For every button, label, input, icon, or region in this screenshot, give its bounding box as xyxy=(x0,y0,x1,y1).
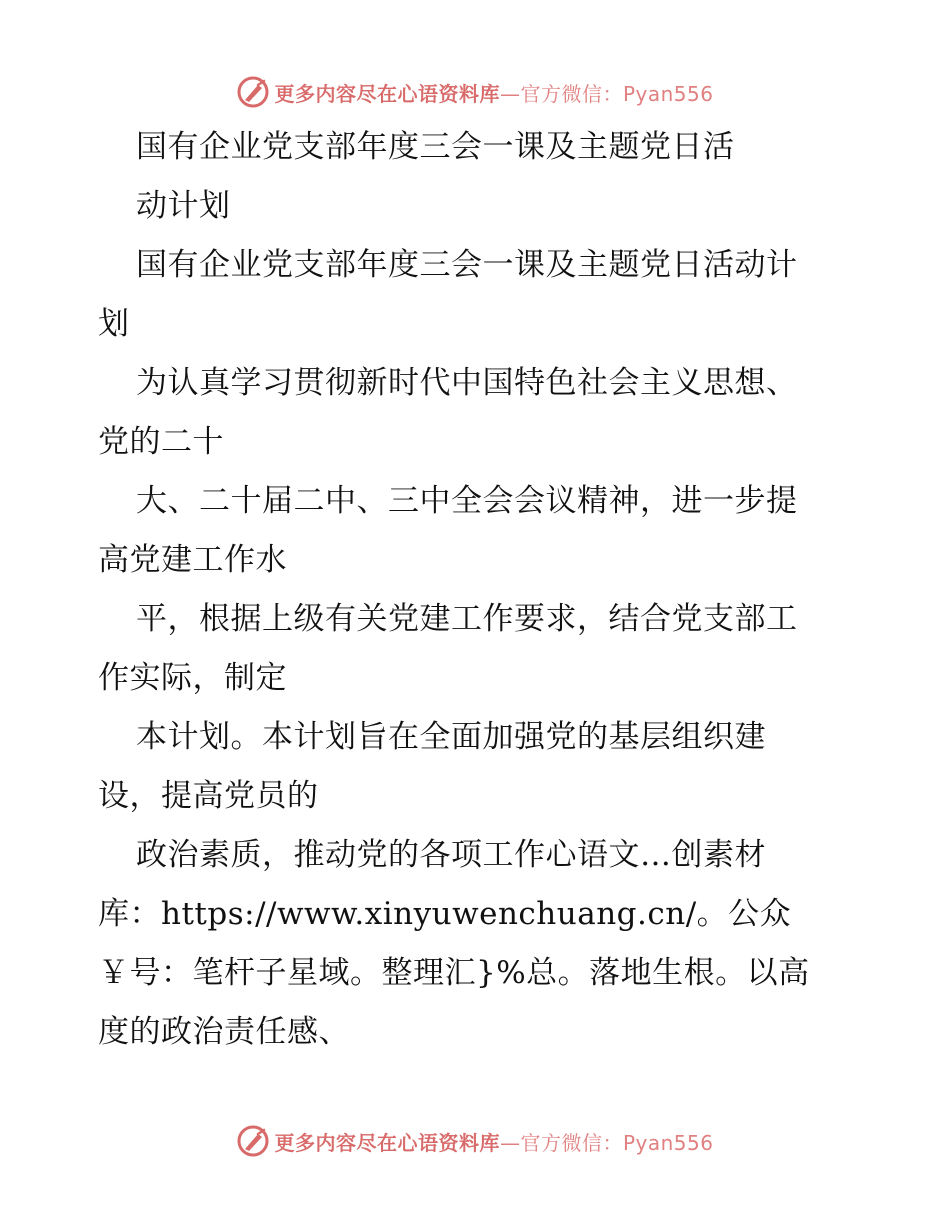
header-watermark xyxy=(0,72,950,112)
text-line: 高党建工作水 xyxy=(98,542,287,578)
quill-pen-logo-icon xyxy=(236,1124,270,1158)
watermark-text: 更多内容尽在心语资料库—官方微信：Pyan556 xyxy=(274,81,714,106)
text-line: 政治素质，推动党的各项工作心语文…创素材 xyxy=(136,837,766,873)
text-line: 划 xyxy=(98,306,130,342)
text-line: 库：https://www.xinyuwenchuang.cn/。公众 xyxy=(98,896,792,932)
text-line: 大、二十届二中、三中全会会议精神，进一步提 xyxy=(136,483,798,519)
footer-watermark xyxy=(0,1121,950,1161)
text-line: 动计划 xyxy=(136,188,231,224)
text-line: 平，根据上级有关党建工作要求，结合党支部工 xyxy=(136,601,798,637)
text-line: ￥号：笔杆子星域。整理汇}%总。落地生根。以高 xyxy=(98,955,810,991)
text-line: 党的二十 xyxy=(98,424,224,460)
text-line: 作实际，制定 xyxy=(98,660,287,696)
text-line: 度的政治责任感、 xyxy=(98,1014,350,1050)
text-line: 国有企业党支部年度三会一课及主题党日活 xyxy=(136,129,735,165)
quill-pen-logo-icon xyxy=(236,75,270,109)
text-line: 本计划。本计划旨在全面加强党的基层组织建 xyxy=(136,719,766,755)
text-line: 国有企业党支部年度三会一课及主题党日活动计 xyxy=(136,247,798,283)
watermark-text: 更多内容尽在心语资料库—官方微信：Pyan556 xyxy=(274,1130,714,1155)
text-line: 设，提高党员的 xyxy=(98,778,319,814)
text-line: 为认真学习贯彻新时代中国特色社会主义思想、 xyxy=(136,365,798,401)
document-body xyxy=(98,118,858,1062)
